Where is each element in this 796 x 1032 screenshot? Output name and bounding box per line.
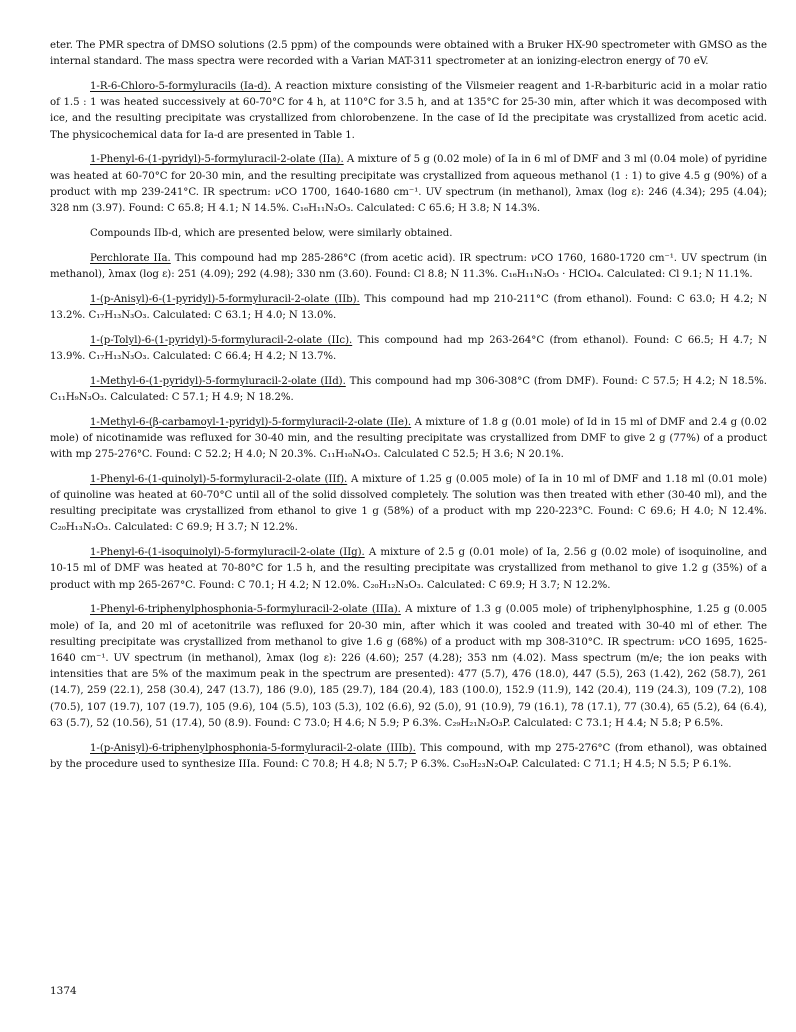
paragraph-text: eter. The PMR spectra of DMSO solutions (2.5 ppm) of the compounds were obtained with a Bruker HX-90 spectrometer with GMSO as the internal standard. The mass spectra were recorded with a Varian MAT-311 spectrometer at an ionizing-electron energy of 70 eV.: [50, 40, 767, 68]
paragraph-iig: [50, 545, 767, 594]
paragraph-text: This compound had mp 210-211°C (from ethanol). Found: C 63.0; H 4.2; N 13.2%. C₁₇H₁₃N₃O₃. Calculated: C 63.1; H 4.0; N 13.0%.: [50, 293, 767, 321]
paragraph-text: A mixture of 5 g (0.02 mole) of Ia in 6 ml of DMF and 3 ml (0.04 mole) of pyridine was heated at 60-70°C for 20-30 min, and the resulting precipitate was crystallized from aqueous methanol (1 : 1) to give 4.5 g (90%) of a product with mp 239-241°C. IR spectrum: νCO 1700, 1640-1680 cm⁻¹. UV spectrum (in methanol), λmax (log ε): 246 (4.34); 295 (4.04); 328 nm (3.97). Found: C 65.8; H 4.1; N 14.5%. C₁₆H₁₁N₃O₃. Calculated: C 65.6; H 3.8; N 14.3%.: [50, 154, 767, 215]
paragraph-text: Compounds IIb-d, which are presented below, were similarly obtained.: [90, 227, 453, 239]
paragraph-iib-d-note: [50, 226, 767, 242]
compound-heading: 1-R-6-Chloro-5-formyluracils (Ia-d).: [90, 81, 271, 92]
paragraph-perchlorate: [50, 251, 767, 283]
paragraph-text: A mixture of 1.25 g (0.005 mole) of Ia in 10 ml of DMF and 1.18 ml (0.01 mole) of quinoline was heated at 60-70°C until all of the solid dissolved completely. The solution was then treated with ether (30-40 ml), and the resulting precipitate was crystallized from ethanol to give 1 g (58%) of a product with mp 220-223°C. Found: C 69.6; H 4.0; N 12.4%. C₂₀H₁₃N₃O₃. Calculated: C 69.9; H 3.7; N 12.2%.: [50, 473, 767, 534]
paragraph-text: A mixture of 1.8 g (0.01 mole) of Id in 15 ml of DMF and 2.4 g (0.02 mole) of nicotinamide was refluxed for 30-40 min, and the resulting precipitate was crystallized from DMF to give 2 g (77%) of a product with mp 275-276°C. Found: C 52.2; H 4.0; N 20.3%. C₁₁H₁₀N₄O₃. Calculated C 52.5; H 3.6; N 20.1%.: [50, 416, 768, 461]
paragraph-text: A mixture of 1.3 g (0.005 mole) of triphenylphosphine, 1.25 g (0.005 mole) of Ia, and 20 ml of acetonitrile was refluxed for 20-30 min, after which it was cooled and treated with 30-40 ml of ether. The resulting precipitate was crystallized from methanol to give 1.6 g (68%) of a product with mp 308-310°C. IR spectrum: νCO 1695, 1625-1640 cm⁻¹. UV spectrum (in methanol), λmax (log ε): 226 (4.60); 257 (4.28); 353 nm (4.02). Mass spectrum (m/e; the ion peaks with intensities that are 5% of the maximum peak in the spectrum are presented): 477 (5.7), 476 (18.0), 447 (5.5), 263 (1.42), 262 (58.7), 261 (14.7), 259 (22.1), 258 (30.4), 247 (13.7), 186 (9.0), 185 (29.7), 184 (20.4), 183 (100.0), 152.9 (11.9), 142 (20.4), 119 (24.3), 109 (7.2), 108 (70.5), 107 (19.7), 107 (19.7), 105 (9.6), 104 (5.5), 103 (5.3), 102 (6.6), 92 (5.0), 91 (10.9), 79 (16.1), 78 (17.1), 77 (30.4), 65 (5.2), 64 (6.4), 63 (5.7), 52 (10.56), 51 (17.4), 50 (8.9). Found: C 73.0; H 4.6; N 5.9; P 6.3%. C₂₉H₂₁N₂O₃P. Calculated: C 73.1; H 4.4; N 5.8; P 6.5%.: [50, 604, 767, 729]
paragraph-iic: [50, 333, 767, 365]
paragraph-text: This compound, with mp 275-276°C (from ethanol), was obtained by the procedure used to synthesize IIIa. Found: C 70.8; H 4.8; N 5.7; P 6.3%. C₃₀H₂₃N₂O₄P. Calculated: C 71.1; H 4.5; N 5.5; P 6.1%.: [50, 742, 767, 770]
compound-heading: 1-Phenyl-6-(1-isoquinolyl)-5-formyluracil-2-olate (IIg).: [90, 547, 365, 559]
compound-heading: 1-Methyl-6-(β-carbamoyl-1-pyridyl)-5-formyluracil-2-olate (IIe).: [90, 416, 412, 428]
compound-heading: 1-(p-Anisyl)-6-(1-pyridyl)-5-formyluracil-2-olate (IIb).: [90, 293, 360, 305]
page-number: 1374: [50, 985, 77, 997]
compound-heading: 1-Phenyl-6-(1-quinolyl)-5-formyluracil-2-olate (IIf).: [90, 473, 348, 485]
article-body: [50, 38, 767, 782]
compound-heading: 1-(p-Tolyl)-6-(1-pyridyl)-5-formyluracil-2-olate (IIc).: [90, 334, 353, 346]
compound-heading: 1-Phenyl-6-triphenylphosphonia-5-formyluracil-2-olate (IIIa).: [90, 604, 401, 616]
paragraph-text: This compound had mp 306-308°C (from DMF). Found: C 57.5; H 4.2; N 18.5%. C₁₁H₉N₃O₃. Calculated: C 57.1; H 4.9; N 18.2%.: [50, 375, 767, 403]
compound-heading: 1-(p-Anisyl)-6-triphenylphosphonia-5-formyluracil-2-olate (IIIb).: [90, 742, 416, 754]
paragraph-iiib: [50, 741, 767, 773]
paragraph-iia: [50, 152, 767, 217]
paragraph-iiia: [50, 602, 767, 732]
paragraph-ia-d: [50, 79, 767, 144]
paragraph-text: A reaction mixture consisting of the Vilsmeier reagent and 1-R-barbituric acid in a molar ratio of 1.5 : 1 was heated successively at 60-70°C for 4 h, at 110°C for 3.5 h, and at 135°C for 25-30 min, after which it was decomposed with ice, and the resulting precipitate was crystallized from chlorobenzene. In the case of Id the precipitate was crystallized from acetic acid. The physicochemical data for Ia-d are presented in Table 1.: [50, 81, 768, 141]
paragraph-iib: [50, 292, 767, 324]
paragraph-iid: [50, 374, 767, 406]
paragraph-intro-continued: [50, 38, 767, 70]
compound-heading: 1-Phenyl-6-(1-pyridyl)-5-formyluracil-2-olate (IIa).: [90, 154, 344, 166]
paragraph-iif: [50, 472, 767, 537]
paragraph-text: This compound had mp 285-286°C (from acetic acid). IR spectrum: νCO 1760, 1680-1720 cm⁻¹. UV spectrum (in methanol), λmax (log ε): 251 (4.09); 292 (4.98); 330 nm (3.60). Found: Cl 8.8; N 11.3%. C₁₆H₁₁N₃O₃ · HClO₄. Calculated: Cl 9.1; N 11.1%.: [50, 252, 767, 280]
compound-heading: 1-Methyl-6-(1-pyridyl)-5-formyluracil-2-olate (IId).: [90, 375, 346, 387]
paragraph-text: A mixture of 2.5 g (0.01 mole) of Ia, 2.56 g (0.02 mole) of isoquinoline, and 10-15 ml of DMF was heated at 70-80°C for 1.5 h, and the resulting precipitate was crystallized from methanol to give 1.2 g (35%) of a product with mp 265-267°C. Found: C 70.1; H 4.2; N 12.0%. C₂₀H₁₂N₃O₃. Calculated: C 69.9; H 3.7; N 12.2%.: [50, 547, 767, 591]
paragraph-text: This compound had mp 263-264°C (from ethanol). Found: C 66.5; H 4.7; N 13.9%. C₁₇H₁₃N₃O₃. Calculated: C 66.4; H 4.2; N 13.7%.: [50, 334, 767, 362]
paragraph-iie: [50, 415, 767, 464]
compound-heading: Perchlorate IIa.: [90, 252, 171, 264]
